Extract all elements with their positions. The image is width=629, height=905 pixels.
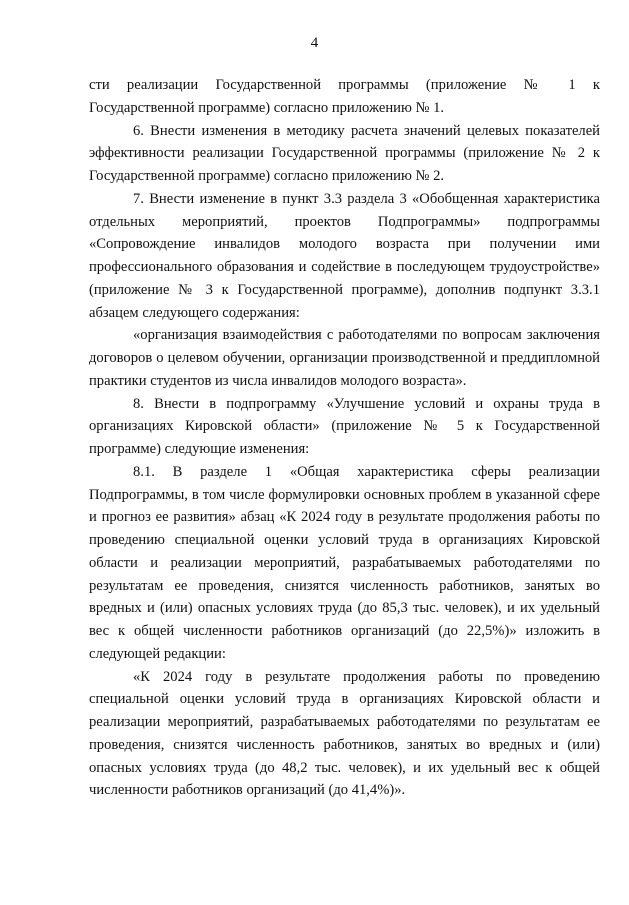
paragraph-item-8: 8. Внести в подпрограмму «Улучшение условий и охраны труда в организациях Кировской области» (приложение № 5 к Государственной программе) следующие изменения: (89, 395, 600, 457)
paragraph-continuation: сти реализации Государственной программы (приложение № 1 к Государственной программе) согласно приложению № 1. (89, 77, 600, 116)
paragraph-item-7: 7. Внести изменение в пункт 3.3 раздела 3 «Обобщенная характеристика отдельных мероприятий, проектов Подпрограммы» подпрограммы «Сопровождение инвалидов молодого возраста при получении ими профессионального образования и содействие в последующем трудоустройстве» (приложение № 3 к Государственной программе), дополнив подпункт 3.3.1 абзацем следующего содержания: (89, 190, 600, 321)
paragraph-quote-2024: «К 2024 году в результате продолжения работы по проведению специальной оценки условий труда в организациях Кировской области и реализации мероприятий, разрабатываемых работодателями по результатам ее проведения, снизятся численность работников, занятых во вредных и (или) опасных условиях труда (до 48,2 тыс. человек), и их удельный вес к общей численности работников организаций (до 41,4%)». (89, 668, 600, 799)
paragraph-item-6: 6. Внести изменения в методику расчета значений целевых показателей эффективности реализации Государственной программы (приложение № 2 к Государственной программе) согласно приложению № 2. (89, 122, 600, 184)
document-body (89, 74, 600, 802)
paragraph-item-8-1: 8.1. В разделе 1 «Общая характеристика сферы реализации Подпрограммы, в том числе формулировки основных проблем в указанной сфере и прогноз ее развития» абзац «К 2024 году в результате продолжения работы по проведению специальной оценки условий труда в организациях Кировской области и реализации мероприятий, разрабатываемых работодателями по результатам ее проведения, снизятся численность работников, занятых во вредных и (или) опасных условиях труда (до 85,3 тыс. человек), и их удельный вес к общей численности работников организаций (до 22,5%)» изложить в следующей редакции: (89, 463, 600, 662)
paragraph-quote-organization: «организация взаимодействия с работодателями по вопросам заключения договоров о целевом обучении, организации производственной и преддипломной практики студентов из числа инвалидов молодого возраста». (89, 327, 600, 389)
page-number: 4 (310, 35, 319, 51)
